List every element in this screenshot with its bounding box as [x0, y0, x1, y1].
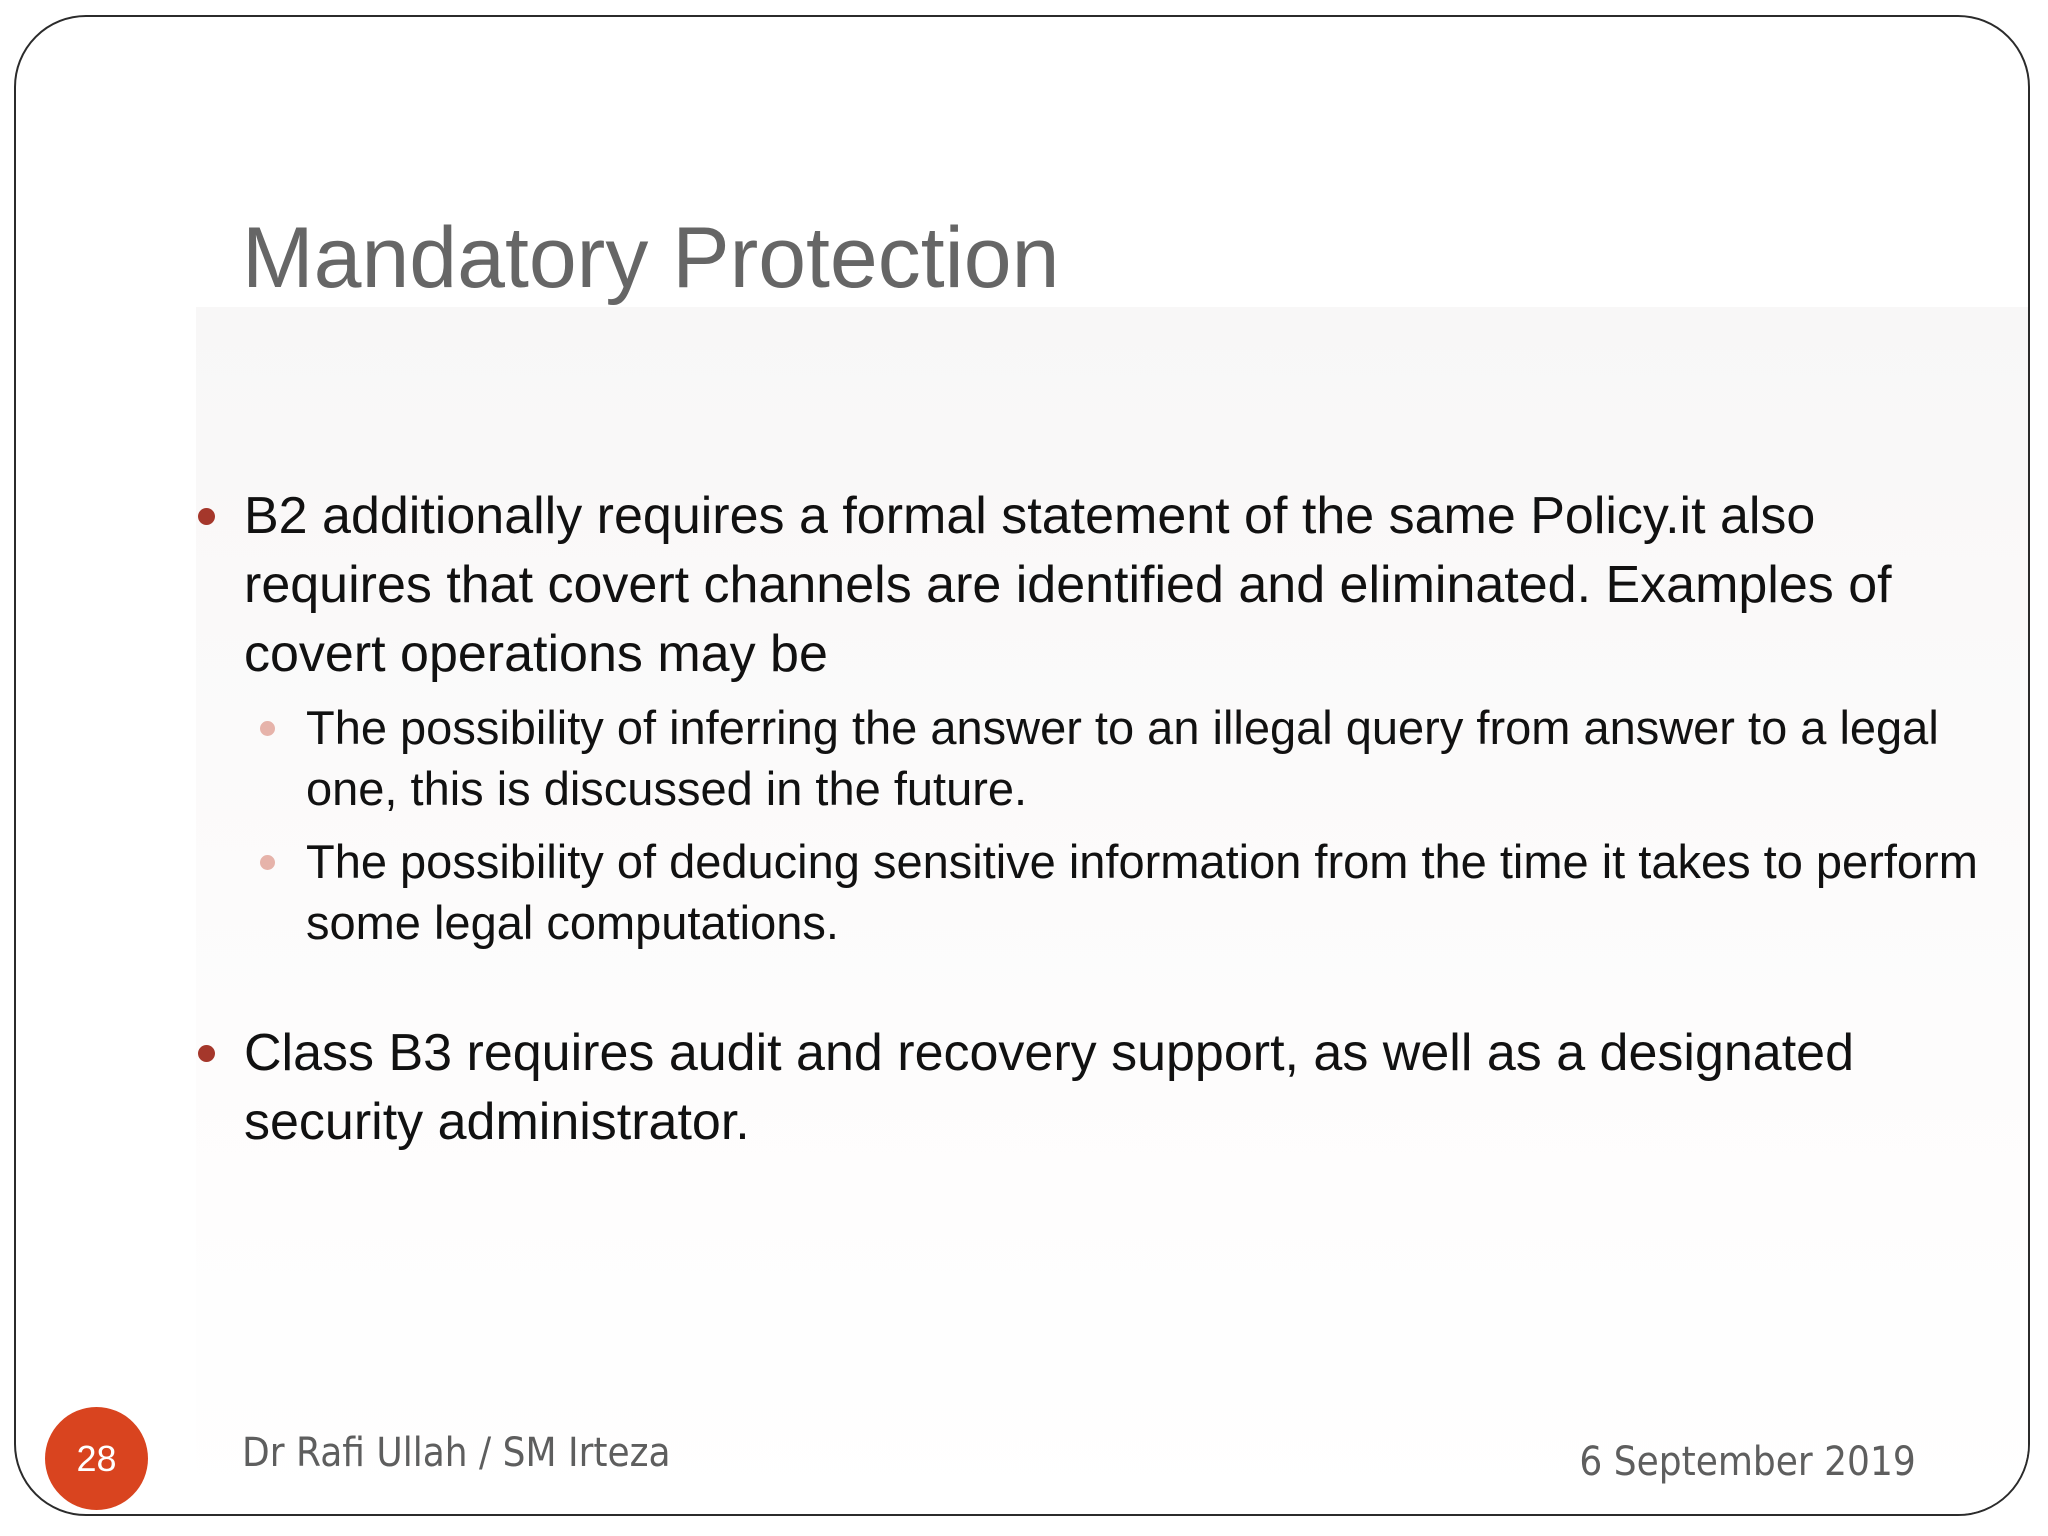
bullet-list: [244, 482, 2004, 1157]
sub-bullet-item: [306, 697, 2004, 819]
sub-bullet-list: [244, 697, 2004, 953]
sub-bullet-text: The possibility of deducing sensitive information from the time it takes to perform some legal computations.: [306, 835, 1978, 949]
sub-bullet-item: [306, 831, 2004, 953]
footer-authors: Dr Rafi Ullah / SM Irteza: [242, 1430, 671, 1476]
bullet-text: Class B3 requires audit and recovery support, as well as a designated security administrator.: [244, 1024, 1854, 1151]
bullet-dot-icon: [198, 508, 215, 525]
bullet-dot-icon: [198, 1045, 215, 1062]
sub-bullet-dot-icon: [260, 855, 275, 870]
footer-date: 6 September 2019: [1579, 1439, 1916, 1485]
bullet-text: B2 additionally requires a formal statement of the same Policy.it also requires that covert channels are identified and eliminated. Examples of covert operations may be: [244, 487, 1892, 683]
sub-bullet-dot-icon: [260, 721, 275, 736]
bullet-item-b2: [244, 482, 2004, 953]
slide-number-badge: 28: [45, 1407, 148, 1510]
bullet-item-b3: [244, 1019, 2004, 1157]
slide: [14, 15, 2030, 1516]
slide-title: Mandatory Protection: [242, 210, 1060, 306]
sub-bullet-text: The possibility of inferring the answer to an illegal query from answer to a legal one, this is discussed in the future.: [306, 701, 1939, 815]
